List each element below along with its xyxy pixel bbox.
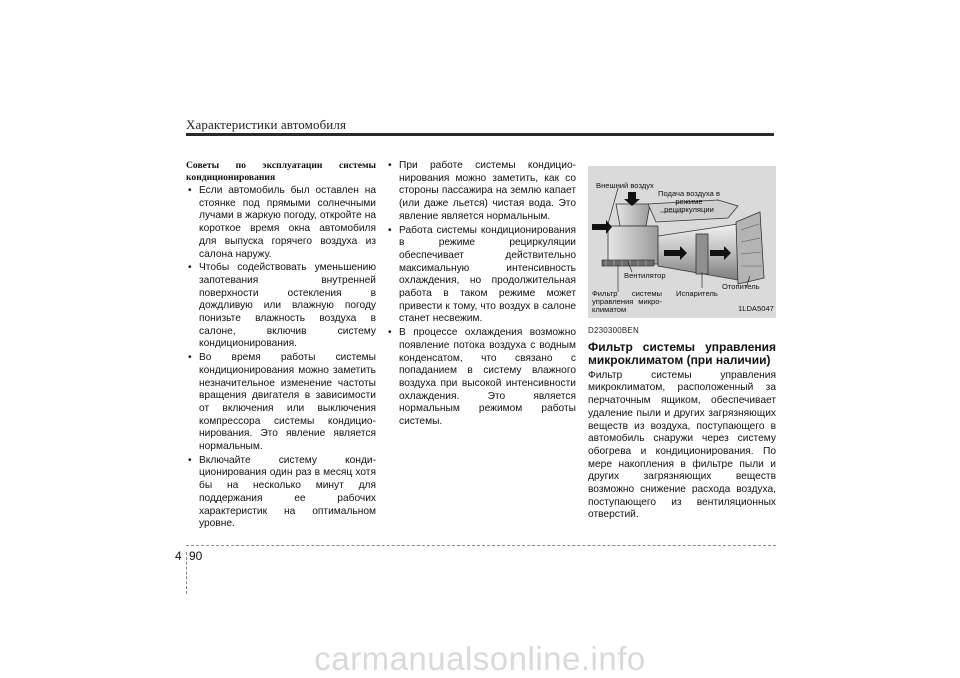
heater-core	[736, 212, 764, 284]
list-item	[386, 327, 576, 429]
page-header-title: Характеристики автомобиля	[186, 117, 347, 132]
climate-system-diagram	[588, 166, 776, 318]
label-blower: Вентилятор	[624, 271, 666, 280]
list-item-text: Во время работы системы кондиционирования можно заметить незначительное изменение частоты вращения двигателя в зависимости от включения или выключения компрессора системы кондицио-нирования. Это явление является нормальным.	[199, 352, 376, 453]
list-item-text: Чтобы содействовать уменьшению запотевания внутренней поверхности остекления в дождливую или влажную погоду понизьте влажность воздуха в салоне, включив систему кондиционирования.	[199, 262, 376, 350]
bullet-icon: •	[388, 224, 392, 236]
tips-list-continued	[386, 160, 576, 429]
section-body: Фильтр системы управления микроклиматом, расположенный за перчаточным ящиком, обеспечивает удаление пыли и других загрязняющих веществ из воздуха, поступающего в автомобиль снаружи через систему обогрева и кондиционирования. По мере накопления в фильтре пыли и других загрязняющих веществ возможно снижение расхода воздуха, поступающего из вентиляционных отверстий.	[588, 369, 776, 521]
column-2	[386, 160, 576, 430]
section-title: Фильтр системы управления микроклиматом (при наличии)	[588, 339, 776, 368]
list-item	[186, 352, 376, 454]
list-item	[186, 262, 376, 351]
list-item	[386, 160, 576, 224]
list-item	[186, 185, 376, 261]
bullet-icon: •	[188, 352, 192, 364]
list-item	[386, 225, 576, 327]
watermark: carmanualsonline.info	[314, 640, 646, 677]
label-evaporator: Испаритель	[676, 289, 718, 298]
page-number: 90	[189, 549, 203, 563]
footer-rule	[186, 545, 776, 546]
evaporator-core	[696, 234, 708, 274]
column-3	[588, 166, 776, 522]
column-1	[186, 160, 376, 532]
bullet-icon: •	[388, 160, 392, 171]
list-item-text: Если автомобиль был оставлен на стоянке под прямыми солнечными лучами в жаркую погоду, откройте на короткое время окна автомобиля для выпуска горячего воздуха из салона наружу.	[199, 185, 376, 260]
section-code: D230300BEN	[588, 326, 639, 335]
list-item-text: Включайте систему конди-ционирования один раз в месяц хотя бы на несколько минут для поддержания ее рабочих характеристик на оптимальном уровне.	[199, 454, 376, 530]
tips-heading: Советы по эксплуатации системы кондиционирования	[186, 160, 376, 183]
bullet-icon: •	[188, 185, 192, 196]
blower-housing	[608, 226, 658, 264]
list-item-text: В процессе охлаждения возможно появление потока воздуха с водным конденсатом, что связано с попаданием в систему влажного воздуха при высокой интенсивности охлаждения. Это является нормальным режимом работы системы.	[399, 327, 576, 428]
intake-housing	[616, 204, 650, 226]
bullet-icon: •	[188, 454, 192, 466]
label-outside-air: Внешний воздух	[596, 181, 654, 190]
tips-list	[186, 185, 376, 531]
list-item-text: При работе системы кондицио-нирования можно заметить, как со стороны пассажира на землю капает (или даже льется) чистая вода. Это явление является нормальным.	[399, 160, 576, 222]
list-item-text: Работа системы кондиционирования в режиме рециркуляции обеспечивает действительно максимальную интенсивность охлаждения, но продолжительная работа в таком режиме может привести к тому, что воздух в салоне станет несвежим.	[399, 224, 576, 325]
bullet-icon: •	[388, 327, 392, 339]
footer-vertical-rule	[186, 552, 187, 594]
header-rule	[186, 133, 774, 136]
label-heater: Отопитель	[722, 282, 760, 291]
label-recirc-air: Подача воздуха в режиме рециркуляции	[658, 189, 720, 215]
bullet-icon: •	[188, 262, 192, 274]
chapter-number: 4	[175, 549, 182, 563]
figure-id: 1LDA5047	[738, 304, 774, 313]
list-item	[186, 455, 376, 531]
label-climate-filter: Фильтр системы управления микро-климатом	[592, 289, 662, 315]
